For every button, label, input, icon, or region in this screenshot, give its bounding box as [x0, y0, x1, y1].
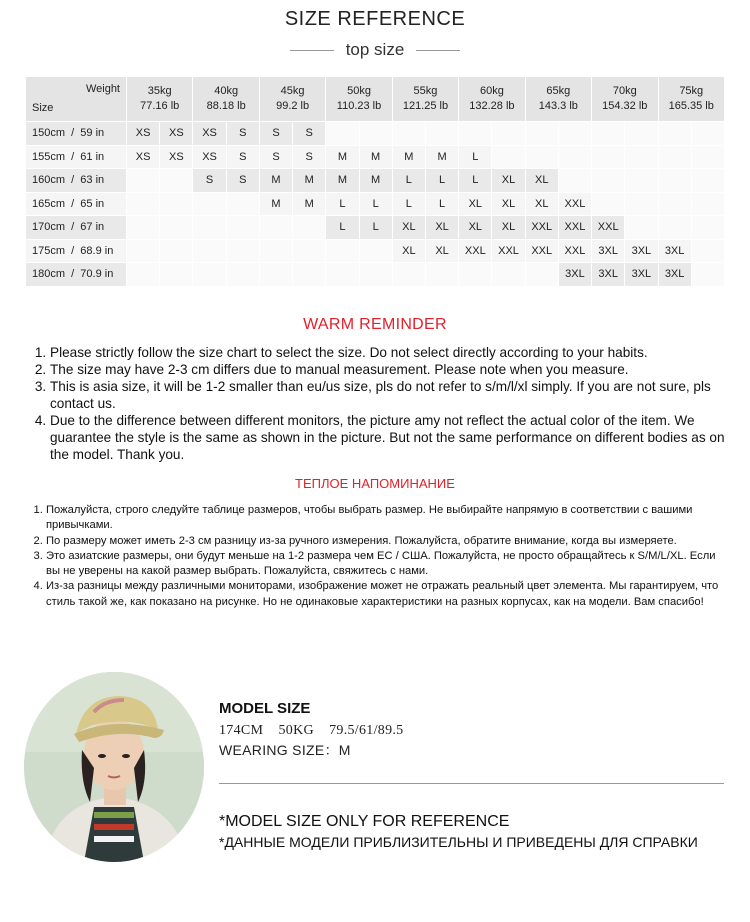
size-cell: [226, 192, 259, 216]
size-cell: XL: [525, 192, 558, 216]
size-cell: M: [326, 169, 359, 193]
size-cell: [691, 145, 724, 169]
size-cell: XS: [160, 122, 193, 146]
size-cell: XXL: [558, 192, 591, 216]
size-cell: [558, 122, 591, 146]
size-cell: XXL: [592, 216, 625, 240]
size-cell: L: [459, 169, 492, 193]
weight-column-header: [127, 77, 193, 122]
size-cell: [592, 169, 625, 193]
weight-kg: 70kg: [612, 85, 637, 97]
size-cell: [625, 169, 658, 193]
model-note-en: *MODEL SIZE ONLY FOR REFERENCE: [219, 813, 510, 830]
size-cell: [492, 263, 525, 287]
height-label: 175cm / 68.9 in: [26, 239, 127, 263]
size-table: [25, 76, 725, 287]
size-cell: [160, 216, 193, 240]
model-photo: [24, 672, 204, 862]
size-cell: M: [293, 192, 326, 216]
table-row: [26, 169, 725, 193]
size-label: Size: [32, 102, 54, 114]
size-cell: [691, 216, 724, 240]
warm-reminder-list: [35, 344, 725, 463]
height-label: 150cm / 59 in: [26, 122, 127, 146]
size-cell: [127, 263, 160, 287]
size-cell: [127, 169, 160, 193]
size-cell: XXL: [459, 239, 492, 263]
height-label: 170cm / 67 in: [26, 216, 127, 240]
size-cell: 3XL: [658, 239, 691, 263]
weight-kg: 50kg: [347, 85, 371, 97]
reminder-item: 2. The size may have 2-3 cm differs due to manual measurement. Please note when you measure.: [50, 361, 725, 378]
size-cell: [359, 122, 392, 146]
size-cell: XS: [193, 145, 226, 169]
size-cell: [625, 192, 658, 216]
reminder-ru-item: 4. Из-за разницы между различными мониторами, изображение может не отражать реальный цвет элемента. Мы гарантируем, что стиль такой же, как показано на рисунке. Но не одинаковые характеристики на разных корпусах, как на модели. Вам спасибо!: [46, 579, 728, 610]
height-label: 160cm / 63 in: [26, 169, 127, 193]
size-cell: [359, 263, 392, 287]
size-cell: XS: [127, 145, 160, 169]
size-cell: [160, 169, 193, 193]
reminder-ru-item: 1. Пожалуйста, строго следуйте таблице размеров, чтобы выбрать размер. Не выбирайте напрямую в соответствии с вашими привычками.: [46, 503, 728, 534]
weight-lb: 110.23 lb: [336, 100, 382, 112]
size-cell: L: [326, 216, 359, 240]
size-cell: M: [326, 145, 359, 169]
size-cell: L: [359, 192, 392, 216]
size-cell: XS: [160, 145, 193, 169]
weight-kg: 60kg: [479, 85, 504, 97]
size-cell: [492, 145, 525, 169]
size-cell: [558, 169, 591, 193]
weight-kg: 75kg: [679, 85, 704, 97]
size-cell: 3XL: [592, 239, 625, 263]
size-cell: XL: [392, 239, 425, 263]
size-cell: XL: [492, 216, 525, 240]
size-cell: [691, 192, 724, 216]
size-cell: [658, 122, 691, 146]
size-cell: [525, 122, 558, 146]
size-cell: L: [359, 216, 392, 240]
size-cell: [226, 216, 259, 240]
size-cell: [359, 239, 392, 263]
size-cell: L: [425, 169, 458, 193]
weight-column-header: [392, 77, 458, 122]
size-cell: L: [459, 145, 492, 169]
weight-lb: 154.32 lb: [602, 100, 648, 112]
size-cell: [293, 263, 326, 287]
weight-kg: 40kg: [214, 85, 239, 97]
size-cell: [193, 216, 226, 240]
size-cell: XXL: [558, 216, 591, 240]
size-cell: XS: [193, 122, 226, 146]
size-cell: [592, 145, 625, 169]
size-cell: 3XL: [625, 239, 658, 263]
weight-kg: 35kg: [147, 85, 172, 97]
table-row: [26, 192, 725, 216]
size-cell: [558, 145, 591, 169]
size-cell: [625, 145, 658, 169]
size-cell: [425, 263, 458, 287]
size-cell: [691, 169, 724, 193]
subtitle: top size: [345, 40, 405, 59]
size-cell: L: [326, 192, 359, 216]
size-cell: [127, 216, 160, 240]
reminder-ru-item: 2. По размеру может иметь 2-3 см разницу из-за ручного измерения. Пожалуйста, обратите внимание, когда вы измеряете.: [46, 534, 728, 549]
size-cell: [160, 263, 193, 287]
size-cell: [392, 122, 425, 146]
weight-kg: 55kg: [413, 85, 438, 97]
table-row: [26, 263, 725, 287]
subtitle-left-rule: [290, 50, 334, 51]
subtitle-right-rule: [416, 50, 460, 51]
table-row: [26, 216, 725, 240]
size-cell: [658, 145, 691, 169]
size-cell: M: [425, 145, 458, 169]
weight-kg: 65kg: [546, 85, 571, 97]
weight-column-header: [525, 77, 591, 122]
size-cell: [293, 216, 326, 240]
size-cell: S: [259, 145, 292, 169]
size-cell: M: [259, 169, 292, 193]
size-cell: [392, 263, 425, 287]
height-label: 180cm / 70.9 in: [26, 263, 127, 287]
weight-lb: 99.2 lb: [276, 100, 310, 112]
weight-lb: 132.28 lb: [469, 100, 515, 112]
size-cell: M: [359, 169, 392, 193]
table-row: [26, 122, 725, 146]
size-cell: [658, 169, 691, 193]
size-cell: XL: [492, 192, 525, 216]
size-cell: S: [293, 122, 326, 146]
size-cell: [658, 216, 691, 240]
height-label: 155cm / 61 in: [26, 145, 127, 169]
size-cell: [625, 216, 658, 240]
size-cell: [326, 122, 359, 146]
size-cell: M: [359, 145, 392, 169]
size-cell: XL: [425, 239, 458, 263]
size-cell: XXL: [558, 239, 591, 263]
weight-column-header: [459, 77, 525, 122]
divider: [219, 783, 724, 784]
warm-reminder-ru-list: [33, 503, 728, 610]
size-cell: XL: [459, 192, 492, 216]
height-label: 165cm / 65 in: [26, 192, 127, 216]
weight-lb: 88.18 lb: [206, 100, 246, 112]
size-cell: [691, 122, 724, 146]
warm-reminder-title: WARM REMINDER: [303, 316, 447, 333]
weight-column-header: [592, 77, 658, 122]
size-cell: [326, 239, 359, 263]
size-cell: 3XL: [592, 263, 625, 287]
size-cell: XXL: [492, 239, 525, 263]
size-cell: S: [226, 145, 259, 169]
warm-reminder-ru-title: ТЕПЛОЕ НАПОМИНАНИЕ: [295, 476, 455, 491]
size-cell: 3XL: [558, 263, 591, 287]
weight-column-header: [259, 77, 325, 122]
size-cell: [326, 263, 359, 287]
size-cell: 3XL: [625, 263, 658, 287]
size-cell: XL: [425, 216, 458, 240]
model-photo-illustration: [24, 672, 204, 862]
size-cell: [459, 263, 492, 287]
size-cell: [259, 263, 292, 287]
table-corner: [26, 77, 127, 122]
size-cell: [160, 239, 193, 263]
size-cell: L: [392, 192, 425, 216]
size-cell: [425, 122, 458, 146]
size-cell: [160, 192, 193, 216]
reminder-item: 4. Due to the difference between different monitors, the picture amy not reflect the actual color of the item. We guarantee the style is the same as shown in the picture. But not the same performance on different bodies as on the model. Thank you.: [50, 412, 725, 463]
model-note-ru: *ДАННЫЕ МОДЕЛИ ПРИБЛИЗИТЕЛЬНЫ И ПРИВЕДЕНЫ ДЛЯ СПРАВКИ: [219, 834, 698, 850]
model-size-heading: MODEL SIZE: [219, 700, 311, 717]
size-cell: L: [392, 169, 425, 193]
size-cell: XL: [492, 169, 525, 193]
size-cell: M: [392, 145, 425, 169]
size-cell: 3XL: [658, 263, 691, 287]
reminder-item: 3. This is asia size, it will be 1-2 smaller than eu/us size, pls do not refer to s/m/l/xl simply. If you are not sure, pls contact us.: [50, 378, 725, 412]
size-cell: [525, 145, 558, 169]
size-cell: [193, 192, 226, 216]
size-cell: XS: [127, 122, 160, 146]
weight-lb: 121.25 lb: [402, 100, 449, 112]
size-cell: [525, 263, 558, 287]
size-cell: XXL: [525, 216, 558, 240]
size-cell: [259, 239, 292, 263]
size-cell: [226, 239, 259, 263]
size-cell: S: [226, 169, 259, 193]
size-cell: [259, 216, 292, 240]
table-row: [26, 145, 725, 169]
reminder-item: 1. Please strictly follow the size chart to select the size. Do not select directly according to your habits.: [50, 344, 725, 361]
weight-kg: 45kg: [280, 85, 305, 97]
page-title: SIZE REFERENCE: [284, 8, 466, 30]
size-cell: [127, 239, 160, 263]
table-header-row: [26, 77, 725, 122]
size-cell: [592, 122, 625, 146]
weight-column-header: [658, 77, 725, 122]
size-cell: L: [425, 192, 458, 216]
size-cell: [625, 122, 658, 146]
size-cell: [691, 239, 724, 263]
size-cell: S: [226, 122, 259, 146]
size-cell: [492, 122, 525, 146]
size-cell: [193, 239, 226, 263]
size-cell: [193, 263, 226, 287]
subtitle-row: [0, 40, 750, 60]
size-cell: S: [293, 145, 326, 169]
size-cell: S: [193, 169, 226, 193]
model-stats: 174CM 50KG 79.5/61/89.5: [219, 723, 404, 738]
size-cell: S: [259, 122, 292, 146]
size-cell: XXL: [525, 239, 558, 263]
size-cell: XL: [459, 216, 492, 240]
size-cell: [658, 192, 691, 216]
size-cell: M: [293, 169, 326, 193]
size-cell: [592, 192, 625, 216]
weight-lb: 143.3 lb: [538, 100, 578, 112]
weight-column-header: [193, 77, 259, 122]
reminder-ru-item: 3. Это азиатские размеры, они будут меньше на 1-2 размера чем ЕС / США. Пожалуйста, не просто обращайтесь к S/M/L/XL. Если вы не уверены на какой размер выбрать. Пожалуйста, свяжитесь с нами.: [46, 549, 728, 580]
size-cell: M: [259, 192, 292, 216]
size-cell: [459, 122, 492, 146]
weight-label: Weight: [85, 83, 120, 95]
model-wearing-size: WEARING SIZE：M: [219, 742, 351, 758]
size-cell: [293, 239, 326, 263]
size-cell: XL: [525, 169, 558, 193]
weight-lb: 77.16 lb: [140, 100, 180, 112]
weight-lb: 165.35 lb: [668, 100, 714, 112]
table-row: [26, 239, 725, 263]
weight-column-header: [326, 77, 392, 122]
size-cell: XL: [392, 216, 425, 240]
size-cell: [127, 192, 160, 216]
size-cell: [691, 263, 724, 287]
size-cell: [226, 263, 259, 287]
